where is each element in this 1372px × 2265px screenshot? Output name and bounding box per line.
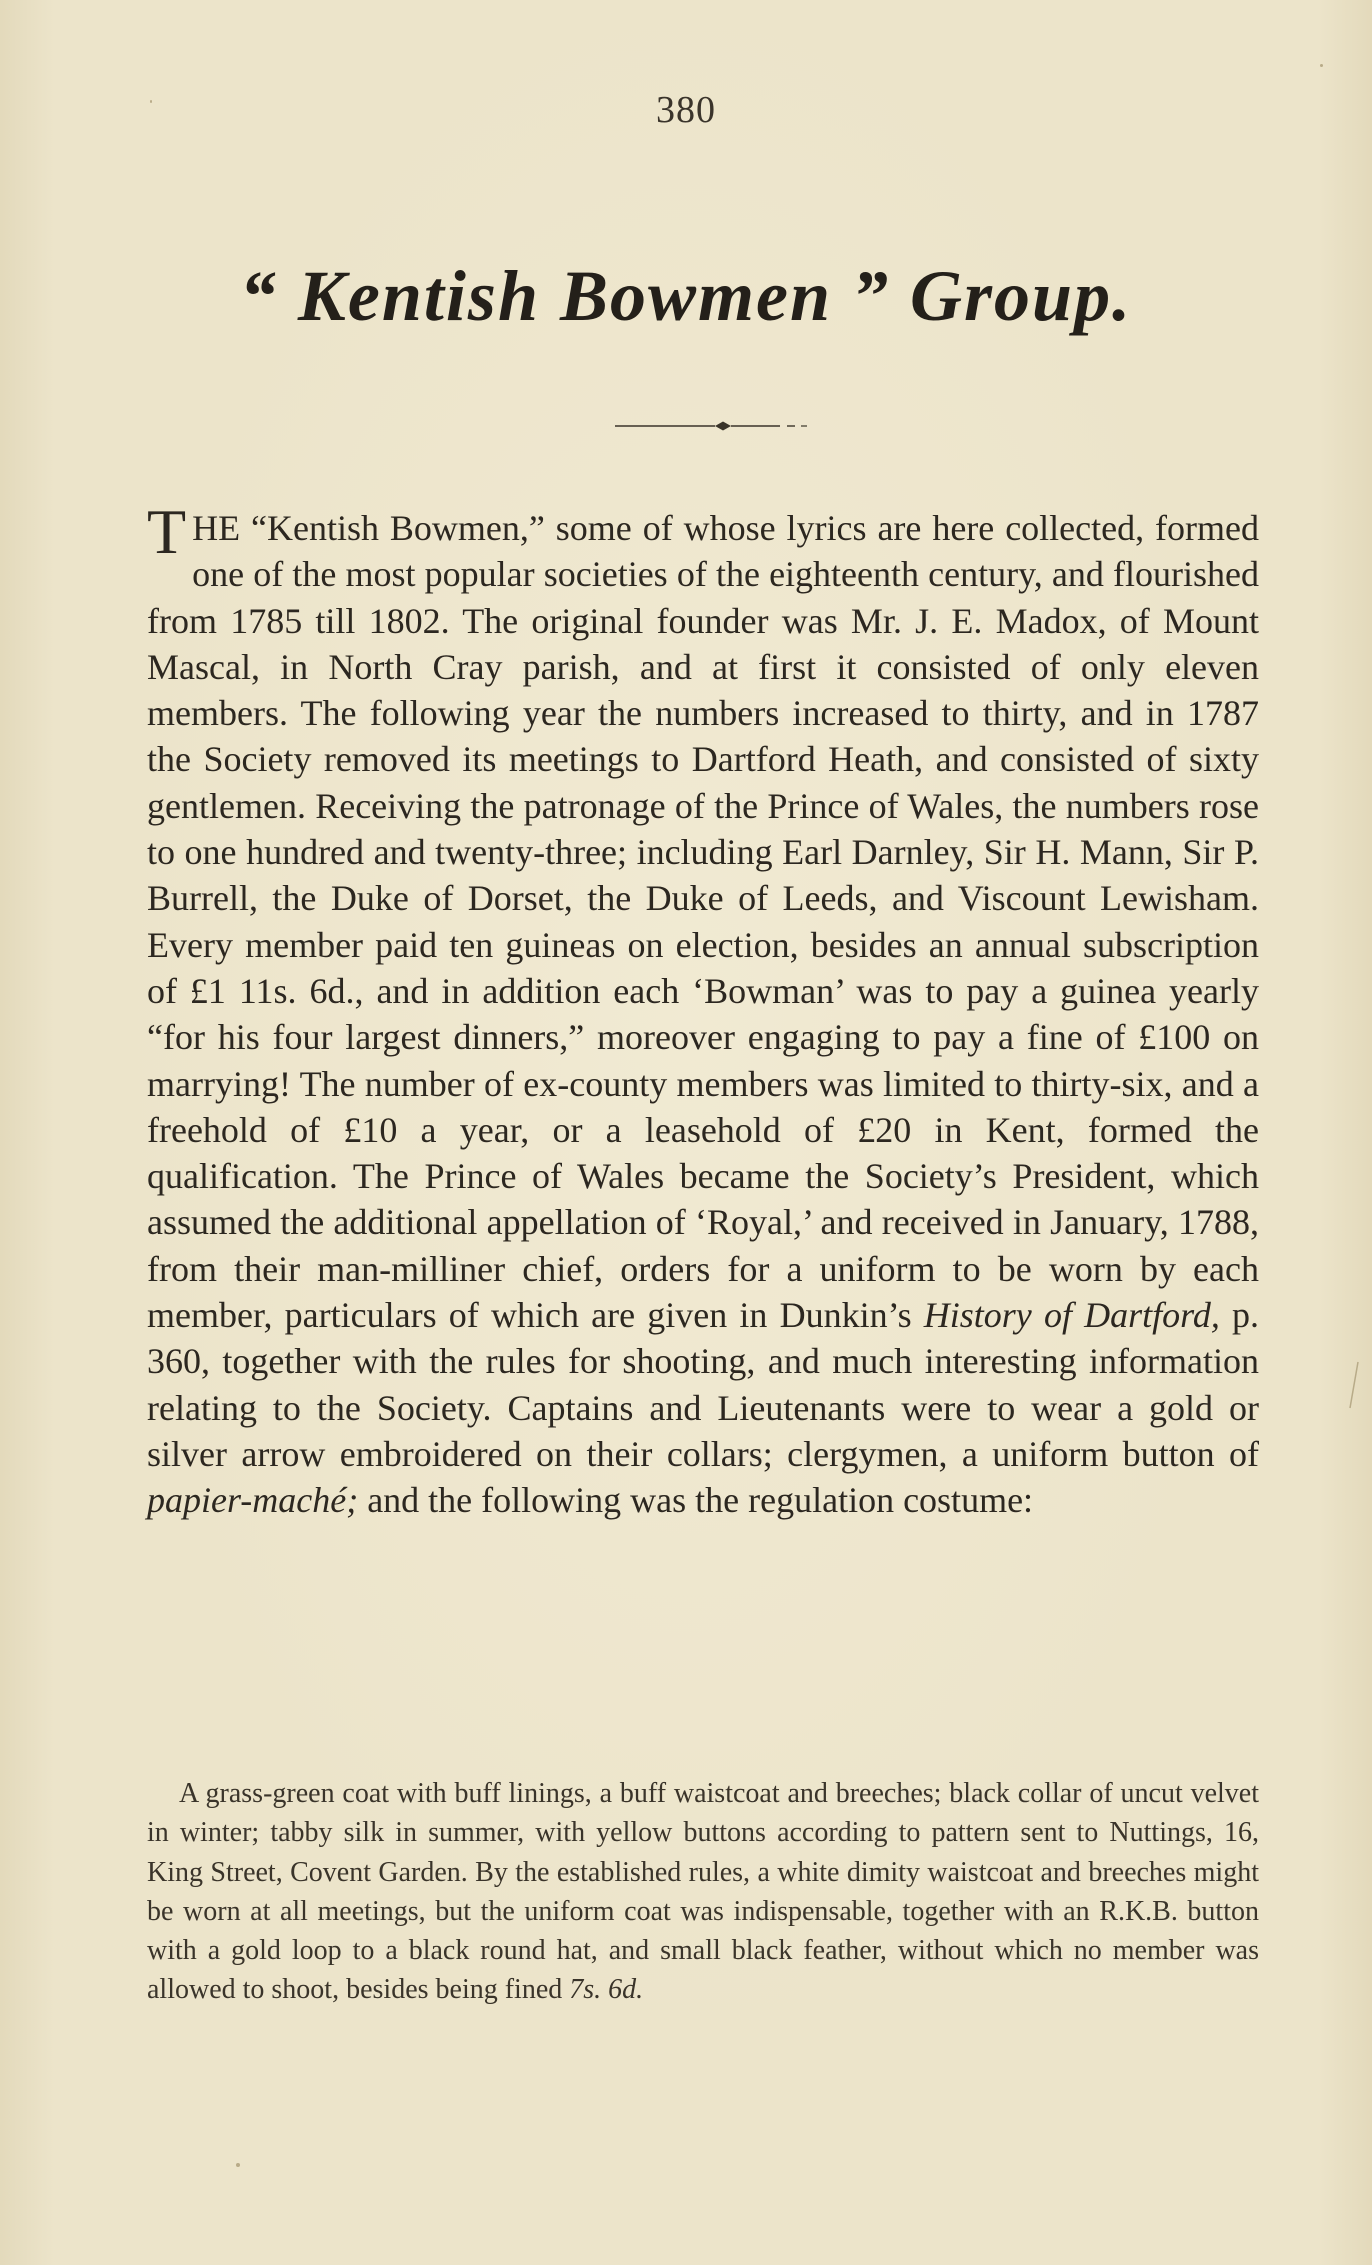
body-paragraph bbox=[147, 496, 1260, 1524]
drop-cap: T bbox=[147, 496, 187, 567]
italic-term: papier-maché; bbox=[147, 1480, 359, 1521]
page-number: 380 bbox=[656, 89, 716, 131]
book-title-reference: History of Dartford, bbox=[923, 1295, 1220, 1336]
costume-description-quote bbox=[147, 1774, 1259, 2010]
ornament-divider-icon bbox=[615, 420, 830, 432]
fine-amount: 7s. 6d. bbox=[569, 1974, 644, 2006]
page-title: “ Kentish Bowmen ” Group. bbox=[239, 256, 1133, 336]
body-text-run: and the following was the regulation costume: bbox=[358, 1480, 1034, 1521]
body-text-run: p. 360, together with the rules for shooting, and much interesting information relating to the Society. Captains and Lieutenants were to wear a gold or silver arrow embroidered on their collars; clergymen, a uniform button of bbox=[147, 1295, 1260, 1474]
paper-speck bbox=[236, 2163, 240, 2167]
body-text-run: HE “Kentish Bowmen,” some of whose lyrics are here collected, formed one of the most popular societies of the eighteenth century, and flourished from 1785 till 1802. The original founder was Mr. J. E. Madox, of Mount Mascal, in North Cray parish, and at first it consisted of only eleven members. The following year the numbers increased to thirty, and in 1787 the Society removed its meetings to Dartford Heath, and consisted of sixty gentlemen. Receiving the patronage of the Prince of Wales, the numbers rose to one hundred and twenty-three; including Earl Darnley, Sir H. Mann, Sir P. Burrell, the Duke of Dorset, the Duke of Leeds, and Viscount Lewisham. Every member paid ten guineas on election, besides an annual subscription of £1 11s. 6d., and in addition each ‘Bowman’ was to pay a guinea yearly “for his four largest dinners,” moreover engaging to pay a fine of £100 on marrying! The number of ex-county members was limited to thirty-six, and a freehold of £10 a year, or a leasehold of £20 in Kent, formed the qualification. The Prince of Wales became the Society’s President, which assumed the additional appellation of ‘Royal,’ and received in January, 1788, from their man-milliner chief, orders for a uniform to be worn by each member, particulars of which are given in Dunkin’s bbox=[147, 508, 1259, 1336]
paper-speck bbox=[150, 100, 152, 103]
paper-mark bbox=[1348, 1360, 1360, 1410]
paper-speck bbox=[1320, 64, 1323, 67]
quote-text-run: A grass-green coat with buff linings, a buff waistcoat and breeches; black collar of uncut velvet in winter; tabby silk in summer, with yellow buttons according to pattern sent to Nuttings, 16, King Street, Covent Garden. By the established rules, a white dimity waistcoat and breeches might be worn at all meetings, but the uniform coat was indispensable, together with an R.K.B. button with a gold loop to a black round hat, and small black feather, without which no member was allowed to shoot, besides being fined bbox=[147, 1778, 1259, 2006]
